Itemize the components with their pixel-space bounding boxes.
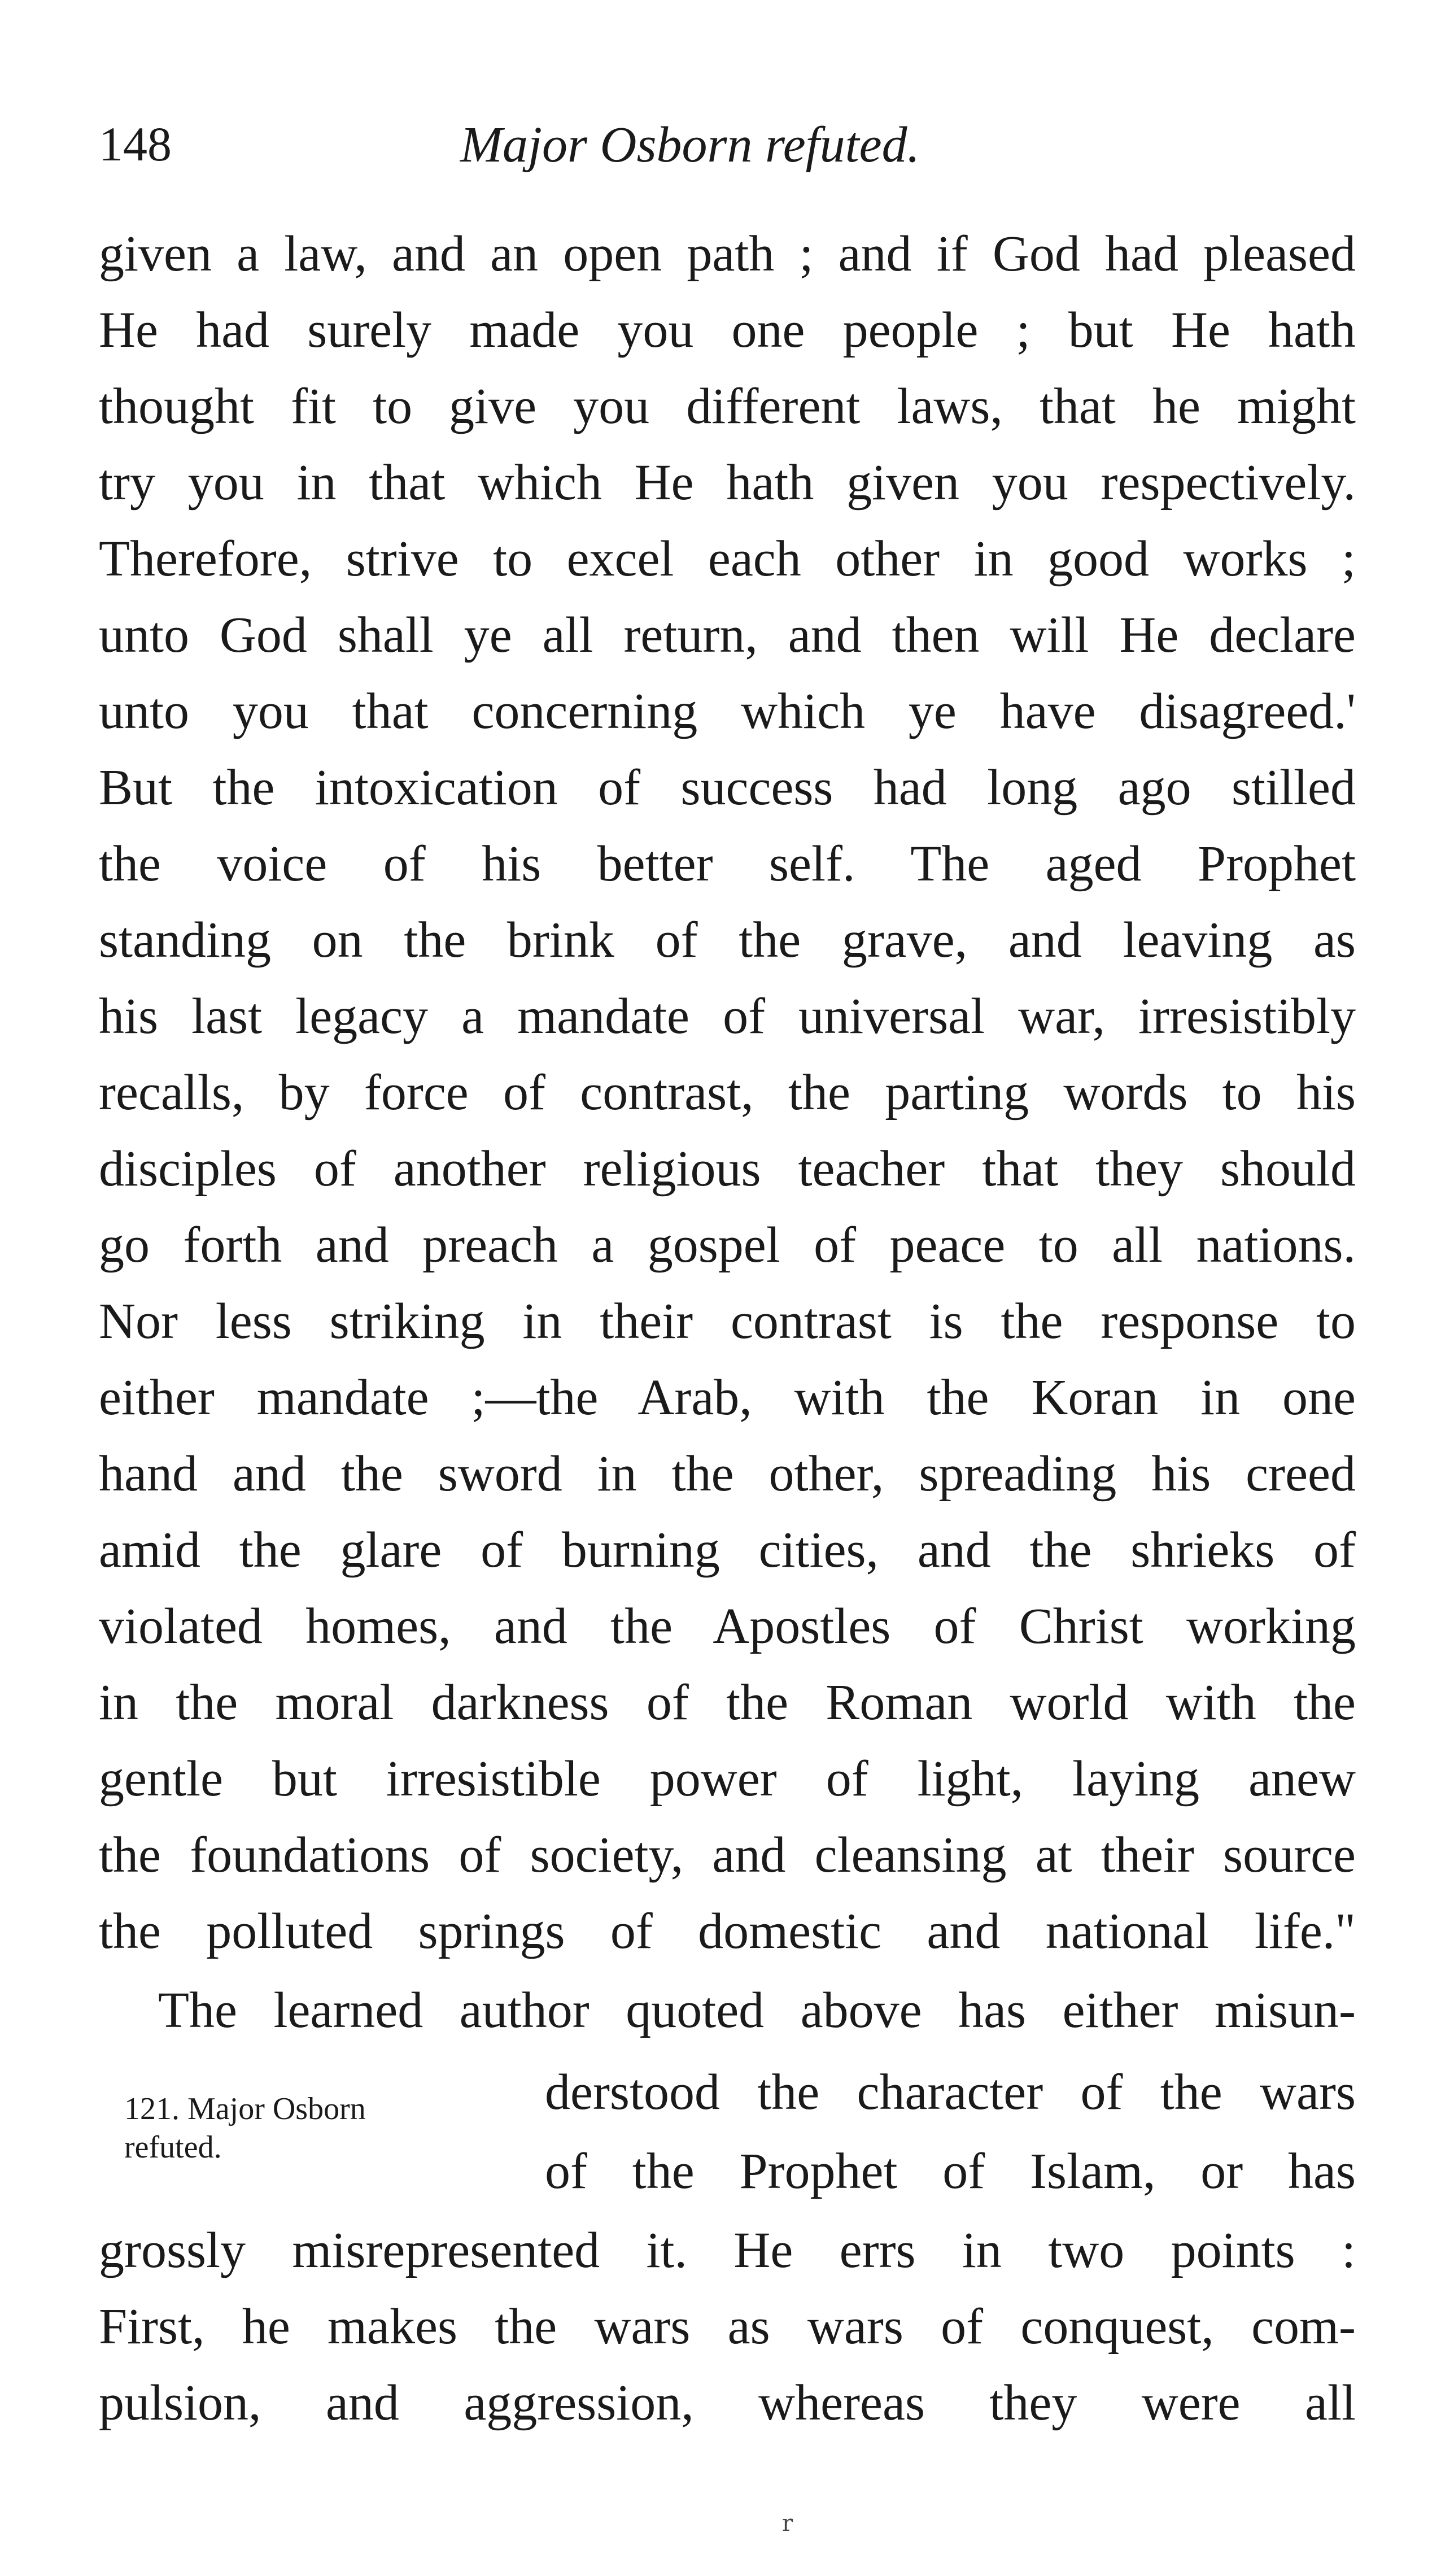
page-number: 148: [99, 117, 172, 171]
text-line: the voice of his better self. The aged Prophet: [99, 836, 1356, 892]
text-line: try you in that which He hath given you respectively.: [99, 455, 1356, 511]
text-line: disciples of another religious teacher that they should: [99, 1141, 1356, 1197]
text-line: But the intoxication of success had long ago stilled: [99, 760, 1356, 816]
text-line: of the Prophet of Islam, or has: [545, 2143, 1356, 2199]
page-header: [99, 116, 1341, 184]
text-line: the foundations of society, and cleansing at their source: [99, 1827, 1356, 1883]
text-line: He had surely made you one people ; but He hath: [99, 302, 1356, 358]
text-line: amid the glare of burning cities, and the shrieks of: [99, 1522, 1356, 1578]
text-line: go forth and preach a gospel of peace to all nations.: [99, 1217, 1356, 1273]
text-line: violated homes, and the Apostles of Christ working: [99, 1598, 1356, 1654]
text-line: his last legacy a mandate of universal war, irresistibly: [99, 988, 1356, 1044]
printer-mark: r: [782, 2510, 793, 2536]
running-title: Major Osborn refuted.: [460, 117, 920, 173]
text-line: gentle but irresistible power of light, laying anew: [99, 1751, 1356, 1807]
text-line: in the moral darkness of the Roman world with the: [99, 1675, 1356, 1731]
text-line: thought fit to give you different laws, that he might: [99, 378, 1356, 434]
text-line: Nor less striking in their contrast is the response to: [99, 1293, 1356, 1349]
margin-note: [124, 2090, 519, 2167]
text-line: First, he makes the wars as wars of conquest, com-: [99, 2299, 1356, 2355]
text-line: hand and the sword in the other, spreading his creed: [99, 1446, 1356, 1502]
text-line: recalls, by force of contrast, the parting words to his: [99, 1065, 1356, 1121]
margin-note-title-cont: refuted.: [124, 2130, 222, 2165]
text-line: The learned author quoted above has either misun-: [158, 1982, 1356, 2038]
text-line: the polluted springs of domestic and national life.": [99, 1903, 1356, 1959]
text-line: standing on the brink of the grave, and leaving as: [99, 912, 1356, 968]
text-line: pulsion, and aggression, whereas they were all: [99, 2375, 1356, 2431]
text-line: derstood the character of the wars: [545, 2064, 1356, 2120]
text-line: unto you that concerning which ye have disagreed.': [99, 683, 1356, 739]
text-line: given a law, and an open path ; and if God had pleased: [99, 226, 1356, 282]
text-line: grossly misrepresented it. He errs in two points :: [99, 2222, 1356, 2278]
text-line: either mandate ;—the Arab, with the Koran in one: [99, 1370, 1356, 1426]
text-line: unto God shall ye all return, and then will He declare: [99, 607, 1356, 663]
margin-note-title: Major Osborn: [187, 2091, 366, 2126]
text-line: Therefore, strive to excel each other in good works ;: [99, 531, 1356, 587]
margin-note-number: 121.: [124, 2091, 180, 2126]
